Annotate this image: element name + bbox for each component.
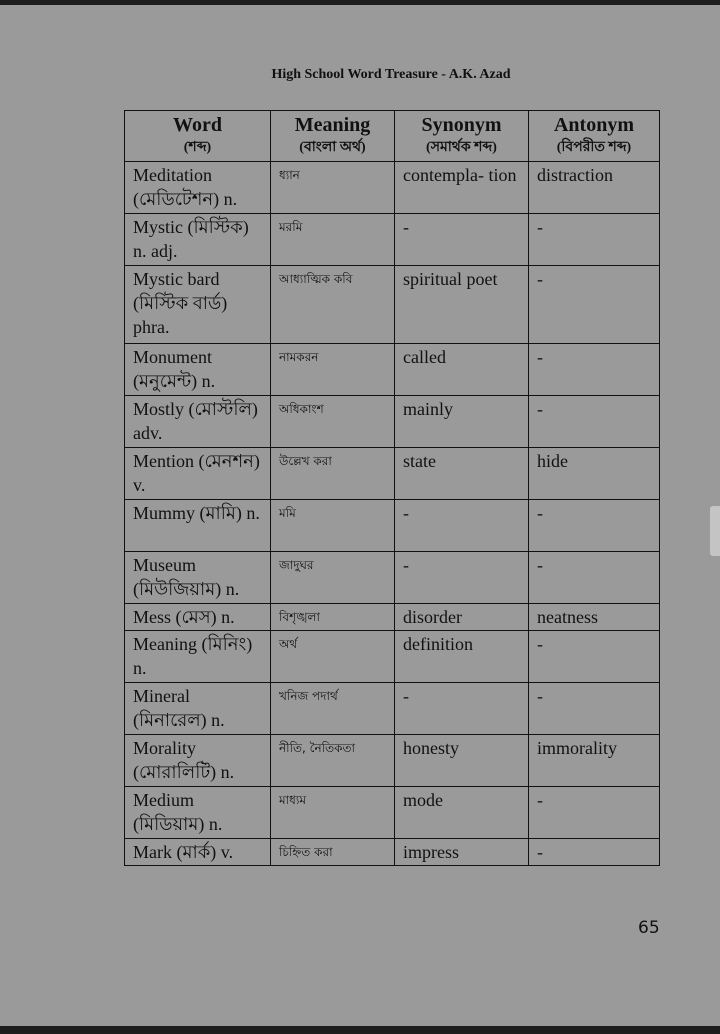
- meaning-cell: আধ্যাত্মিক কবি: [271, 266, 395, 344]
- page-number: 65: [638, 918, 660, 938]
- synonym-cell: called: [395, 344, 529, 396]
- table-row: [125, 266, 660, 344]
- table-row: [125, 787, 660, 839]
- table-row: [125, 839, 660, 866]
- table-row: [125, 735, 660, 787]
- table-row: [125, 344, 660, 396]
- synonym-cell: spiritual poet: [395, 266, 529, 344]
- word-cell: Mummy (মামি) n.: [125, 500, 271, 552]
- word-cell: Mess (মেস) n.: [125, 604, 271, 631]
- column-header-synonym: Synonym (সমার্থক শব্দ): [395, 111, 529, 162]
- top-bar: [0, 0, 720, 5]
- synonym-cell: -: [395, 500, 529, 552]
- synonym-cell: -: [395, 683, 529, 735]
- word-cell: Mineral (মিনারেল) n.: [125, 683, 271, 735]
- meaning-cell: মাধ্যম: [271, 787, 395, 839]
- word-cell: Morality (মোরালিটি) n.: [125, 735, 271, 787]
- word-cell: Mark (মার্ক) v.: [125, 839, 271, 866]
- meaning-cell: জাদুঘর: [271, 552, 395, 604]
- table-row: [125, 683, 660, 735]
- synonym-cell: contempla- tion: [395, 162, 529, 214]
- antonym-cell: -: [529, 344, 660, 396]
- synonym-cell: -: [395, 552, 529, 604]
- column-header-antonym: Antonym (বিপরীত শব্দ): [529, 111, 660, 162]
- column-header-meaning: Meaning (বাংলা অর্থ): [271, 111, 395, 162]
- meaning-cell: খনিজ পদার্থ: [271, 683, 395, 735]
- meaning-cell: ধ্যান: [271, 162, 395, 214]
- page-header-title: High School Word Treasure - A.K. Azad: [271, 67, 511, 82]
- meaning-cell: বিশৃঙ্খলা: [271, 604, 395, 631]
- bottom-bar: [0, 1026, 720, 1034]
- synonym-cell: honesty: [395, 735, 529, 787]
- meaning-cell: নীতি, নৈতিকতা: [271, 735, 395, 787]
- antonym-cell: -: [529, 552, 660, 604]
- antonym-cell: immorality: [529, 735, 660, 787]
- table-row: [125, 214, 660, 266]
- word-cell: Mention (মেনশন) v.: [125, 448, 271, 500]
- table-row: [125, 604, 660, 631]
- antonym-cell: -: [529, 214, 660, 266]
- antonym-cell: -: [529, 396, 660, 448]
- synonym-cell: mainly: [395, 396, 529, 448]
- table-row: [125, 162, 660, 214]
- word-cell: Mystic (মিস্টিক) n. adj.: [125, 214, 271, 266]
- antonym-cell: -: [529, 839, 660, 866]
- word-cell: Meaning (মিনিং) n.: [125, 631, 271, 683]
- table-row: [125, 552, 660, 604]
- meaning-cell: মরমি: [271, 214, 395, 266]
- column-header-word: Word (শব্দ): [125, 111, 271, 162]
- word-table: [124, 110, 660, 866]
- synonym-cell: disorder: [395, 604, 529, 631]
- synonym-cell: -: [395, 214, 529, 266]
- table-row: [125, 631, 660, 683]
- meaning-cell: অর্থ: [271, 631, 395, 683]
- table-header-row: [125, 111, 660, 162]
- synonym-cell: impress: [395, 839, 529, 866]
- antonym-cell: -: [529, 787, 660, 839]
- word-cell: Meditation (মেডিটেশন) n.: [125, 162, 271, 214]
- antonym-cell: -: [529, 631, 660, 683]
- meaning-cell: নামকরন: [271, 344, 395, 396]
- word-cell: Museum (মিউজিয়াম) n.: [125, 552, 271, 604]
- table-row: [125, 396, 660, 448]
- word-cell: Mostly (মোস্টলি) adv.: [125, 396, 271, 448]
- meaning-cell: অধিকাংশ: [271, 396, 395, 448]
- meaning-cell: উল্লেখ করা: [271, 448, 395, 500]
- antonym-cell: -: [529, 266, 660, 344]
- synonym-cell: definition: [395, 631, 529, 683]
- antonym-cell: distraction: [529, 162, 660, 214]
- word-cell: Monument (মনুমেন্ট) n.: [125, 344, 271, 396]
- synonym-cell: mode: [395, 787, 529, 839]
- antonym-cell: hide: [529, 448, 660, 500]
- antonym-cell: -: [529, 500, 660, 552]
- table-row: [125, 448, 660, 500]
- meaning-cell: চিহ্নিত করা: [271, 839, 395, 866]
- meaning-cell: মমি: [271, 500, 395, 552]
- table-row: [125, 500, 660, 552]
- word-cell: Medium (মিডিয়াম) n.: [125, 787, 271, 839]
- scroll-handle[interactable]: [710, 506, 720, 556]
- word-cell: Mystic bard (মিস্টিক বার্ড) phra.: [125, 266, 271, 344]
- synonym-cell: state: [395, 448, 529, 500]
- antonym-cell: -: [529, 683, 660, 735]
- antonym-cell: neatness: [529, 604, 660, 631]
